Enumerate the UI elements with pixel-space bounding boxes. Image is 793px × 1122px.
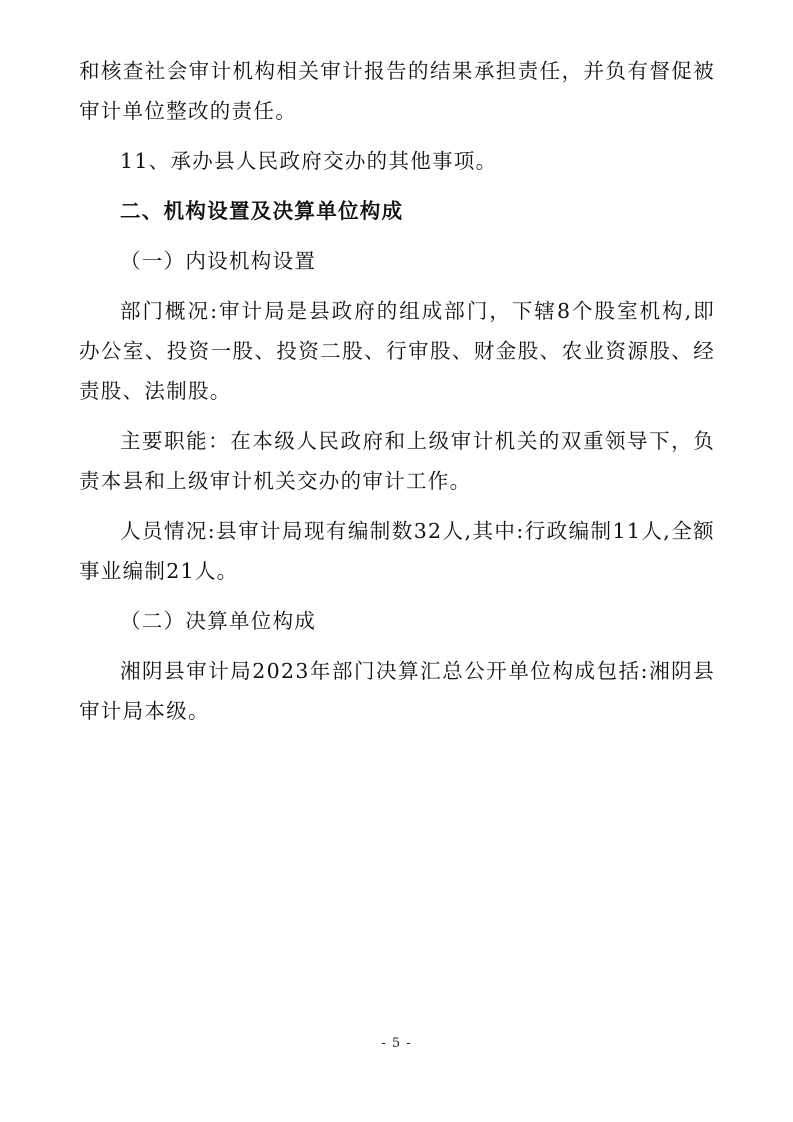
paragraph-department-overview: 部门概况:审计局是县政府的组成部门，下辖8个股室机构,即办公室、投资一股、投资二股、行审股、财金股、农业资源股、经责股、法制股。: [79, 299, 715, 403]
paragraph-main-functions: 主要职能：在本级人民政府和上级审计机关的双重领导下，负责本县和上级审计机关交办的审计工作。: [79, 429, 715, 493]
paragraph-audit-responsibility: 和核查社会审计机构相关审计报告的结果承担责任，并负有督促被审计单位整改的责任。: [79, 59, 715, 123]
paragraph-item-11: 11、承办县人民政府交办的其他事项。: [120, 149, 498, 173]
paragraph-staffing: 人员情况:县审计局现有编制数32人,其中:行政编制11人,全额事业编制21人。: [79, 519, 715, 583]
subheading-final-account-units: （二）决算单位构成: [120, 609, 317, 633]
section-heading-organization: 二、机构设置及决算单位构成: [120, 199, 404, 223]
page-number: - 5 -: [381, 1036, 412, 1051]
paragraph-unit-composition: 湘阴县审计局2023年部门决算汇总公开单位构成包括:湘阴县审计局本级。: [79, 659, 715, 723]
subheading-internal-structure: （一）内设机构设置: [120, 249, 317, 273]
document-body: [79, 51, 715, 731]
